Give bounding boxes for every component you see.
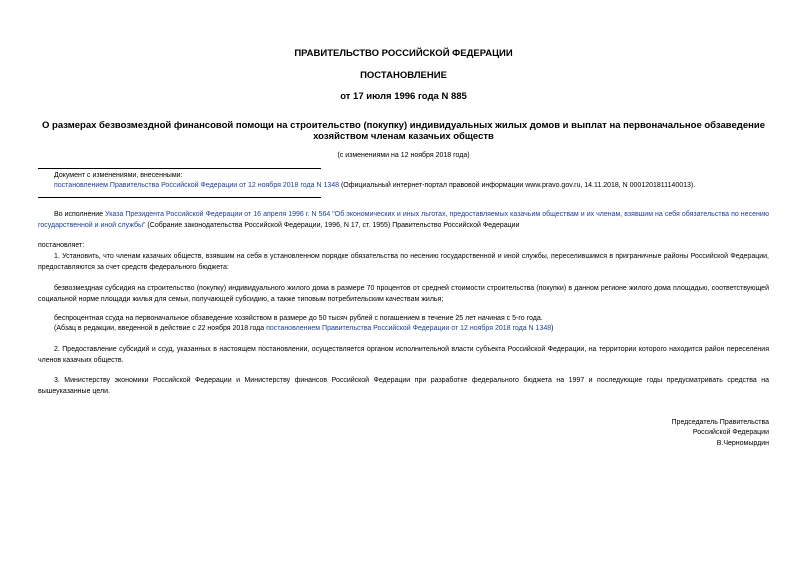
document-date-number: от 17 июля 1996 года N 885 xyxy=(340,91,467,102)
decree-word: постановляет: xyxy=(38,242,85,249)
intro-paragraph xyxy=(38,210,769,231)
paragraph-1-loan-note xyxy=(38,324,769,335)
paragraph-1: 1. Установить, что членам казачьих обществ, взявшим на себя в установленном порядке обязательства по несению государственной и иной службы, переселившимся в приграничные районы Российской Федерации, предоставляются за счет средств федерального бюджета: xyxy=(38,253,769,271)
changes-note: (с изменениями на 12 ноября 2018 года) xyxy=(337,152,470,159)
divider-top xyxy=(38,168,321,169)
signature-line-2: Российской Федерации xyxy=(692,429,769,436)
amendments-intro: Документ с изменениями, внесенными: xyxy=(54,172,183,179)
divider-bottom xyxy=(38,197,321,198)
paragraph-2: 2. Предоставление субсидий и ссуд, указанных в настоящем постановлении, осуществляется органом исполнительной власти субъекта Российской Федерации, на территории которого находится район переселения членов казачьих обществ. xyxy=(38,346,769,364)
document-type-heading: ПОСТАНОВЛЕНИЕ xyxy=(360,70,447,81)
paragraph-1-loan: беспроцентная ссуда на первоначальное обзаведение хозяйством в размере до 50 тысяч рублей с погашением в течение 25 лет начиная с 5-го года. xyxy=(54,315,543,322)
loan-note-after: ) xyxy=(551,325,554,332)
intro-text-before: Во исполнение xyxy=(54,211,106,218)
loan-note-before: (Абзац в редакции, введенной в действие с 22 ноября 2018 года xyxy=(54,325,267,332)
intro-text-after: (Собрание законодательства Российской Федерации, 1996, N 17, ст. 1955) Правительство Российской Федерации xyxy=(145,221,520,229)
signature-name: В.Черномырдин xyxy=(716,440,769,447)
paragraph-3: 3. Министерству экономики Российской Федерации и Министерству финансов Российской Федерации при разработке федерального бюджета на 1997 и последующие годы предусматривать средства на вышеуказанные цели. xyxy=(38,377,769,395)
paragraph-1-subsidy: безвозмездная субсидия на строительство (покупку) индивидуального жилого дома в размере 70 процентов от средней стоимости строительства (покупки) в данном регионе жилого дома площадью, соответствующей социальной норме площади жилья для семьи, получающей субсидию, а также типовым потребительским качествам жилья; xyxy=(38,285,769,303)
government-heading: ПРАВИТЕЛЬСТВО РОССИЙСКОЙ ФЕДЕРАЦИИ xyxy=(294,48,513,59)
amendment-link[interactable]: постановлением Правительства Российской Федерации от 12 ноября 2018 года N 1348 xyxy=(54,182,340,189)
document-title: О размерах безвозмездной финансовой помощи на строительство (покупку) индивидуальных жилых домов и выплат на первоначальное обзаведение хозяйством членам казачьих обществ xyxy=(42,120,765,142)
amendment-source: (Официальный интернет-портал правовой информации www.pravo.gov.ru, 14.11.2018, N 0001201811140013). xyxy=(339,182,696,189)
amendments-line xyxy=(54,181,695,192)
signature-line-1: Председатель Правительства xyxy=(671,419,769,426)
loan-note-link[interactable]: постановлением Правительства Российской Федерации от 12 ноября 2018 года N 1348 xyxy=(266,325,552,332)
presidential-decree-link[interactable]: Указа Президента Российской Федерации от 16 апреля 1996 г. N 564 "Об экономических и иных льготах, предоставляемых казачьим обществам и их членам, взявшим на себя обязательства по несению государственной и иной службы" xyxy=(38,211,769,229)
